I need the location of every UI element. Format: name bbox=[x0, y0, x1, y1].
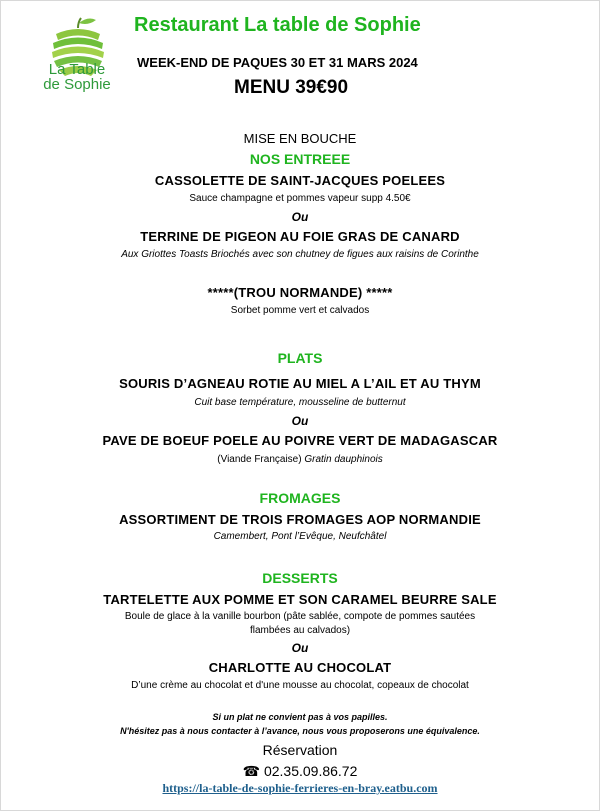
plat-dish-2-desc-origin: (Viande Française) bbox=[217, 454, 302, 465]
amuse-bouche: MISE EN BOUCHE bbox=[243, 131, 357, 146]
fromage-dish: ASSORTIMENT DE TROIS FROMAGES AOP NORMANDIE bbox=[119, 512, 481, 527]
dessert-dish-1: TARTELETTE AUX POMME ET SON CARAMEL BEURRE SALE bbox=[103, 592, 497, 607]
plat-dish-2-desc bbox=[0, 454, 600, 465]
entree-dish-2: TERRINE DE PIGEON AU FOIE GRAS DE CANARD bbox=[140, 229, 460, 244]
plat-dish-2: PAVE DE BOEUF POELE AU POIVRE VERT DE MADAGASCAR bbox=[102, 433, 498, 448]
logo-text-line1: La Table bbox=[48, 61, 106, 78]
dessert-or: Ou bbox=[291, 641, 309, 655]
entree-or: Ou bbox=[291, 210, 309, 224]
dessert-dish-1-desc-line1: Boule de glace à la vanille bourbon (pâte sablée, compote de pommes sautées bbox=[124, 611, 476, 622]
plat-dish-2-desc-side: Gratin dauphinois bbox=[304, 454, 383, 465]
fromage-desc: Camembert, Pont l’Evêque, Neufchâtel bbox=[213, 531, 387, 542]
dessert-dish-1-desc-line2: flambées au calvados) bbox=[249, 625, 351, 636]
phone-number: 02.35.09.86.72 bbox=[263, 763, 358, 779]
footer-note-2: N'hésitez pas à nous contacter à l’avance, nous vous proposerons une équivalence. bbox=[120, 726, 480, 736]
trou-normand-desc: Sorbet pomme vert et calvados bbox=[230, 305, 370, 316]
phone-line bbox=[0, 763, 600, 780]
section-heading-entrees: NOS ENTREEE bbox=[249, 151, 351, 167]
telephone-icon: ☎ bbox=[242, 763, 261, 779]
section-heading-plats: PLATS bbox=[277, 350, 323, 366]
plat-dish-1-desc: Cuit base température, mousseline de butternut bbox=[194, 397, 406, 408]
section-heading-fromages: FROMAGES bbox=[259, 490, 341, 506]
dessert-dish-2-desc: D’une crème au chocolat et d'une mousse au chocolat, copeaux de chocolat bbox=[131, 680, 469, 691]
trou-normand: *****(TROU NORMANDE) ***** bbox=[207, 285, 393, 300]
plat-dish-1: SOURIS D’AGNEAU ROTIE AU MIEL A L’AIL ET AU THYM bbox=[119, 376, 481, 391]
website-link[interactable]: https://la-table-de-sophie-ferrieres-en-bray.eatbu.com bbox=[162, 781, 438, 795]
footer-note-1: Si un plat ne convient pas à vos papilles. bbox=[212, 712, 388, 722]
menu-price: MENU 39€90 bbox=[234, 77, 349, 98]
plat-or: Ou bbox=[291, 414, 309, 428]
restaurant-title: Restaurant La table de Sophie bbox=[134, 14, 421, 36]
event-title: WEEK-END DE PAQUES 30 ET 31 MARS 2024 bbox=[137, 55, 418, 70]
reservation-label: Réservation bbox=[262, 742, 338, 758]
logo-text-line2: de Sophie bbox=[43, 76, 111, 93]
entree-dish-1-desc: Sauce champagne et pommes vapeur supp 4.50€ bbox=[189, 193, 411, 204]
entree-dish-2-desc: Aux Griottes Toasts Briochés avec son chutney de figues aux raisins de Corinthe bbox=[121, 249, 479, 260]
dessert-dish-2: CHARLOTTE AU CHOCOLAT bbox=[208, 660, 392, 675]
entree-dish-1: CASSOLETTE DE SAINT-JACQUES POELEES bbox=[154, 173, 446, 188]
section-heading-desserts: DESSERTS bbox=[262, 570, 338, 586]
